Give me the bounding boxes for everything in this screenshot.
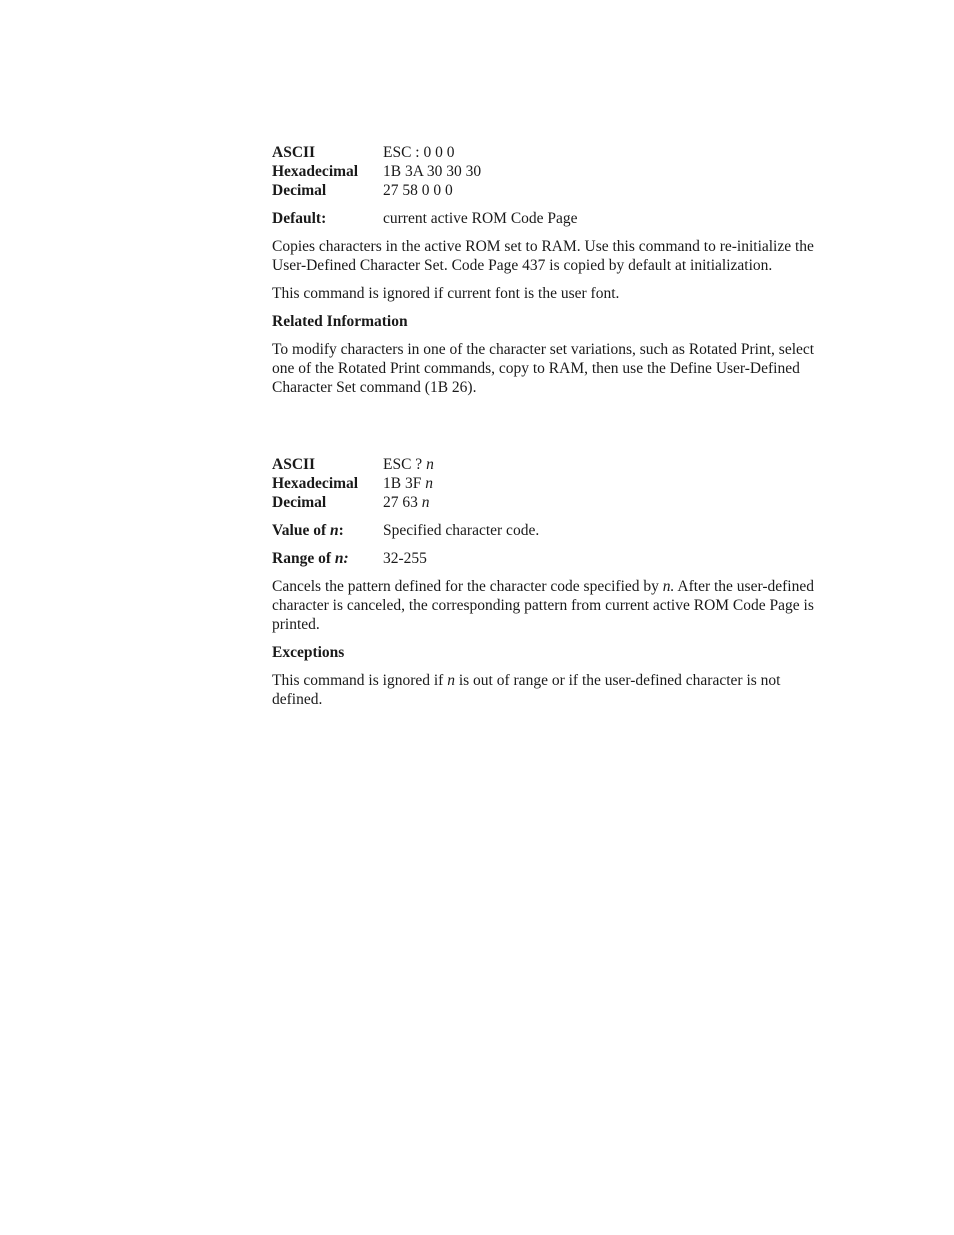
default-row (272, 209, 882, 228)
code-row-hexadecimal: Hexadecimal 1B 3F n (272, 475, 433, 492)
exceptions-heading: Exceptions (272, 644, 345, 661)
code-row-decimal: Decimal 27 63 n (272, 494, 430, 511)
code-row-ascii: ASCII ESC : 0 0 0 (272, 144, 455, 161)
code-row-ascii: ASCII ESC ? n (272, 456, 434, 473)
value-of-n-text: Specified character code. (383, 522, 540, 539)
default-value: current active ROM Code Page (383, 210, 578, 227)
value-of-n-row (272, 521, 882, 540)
range-of-n-text: 32-255 (383, 550, 427, 567)
range-of-n-label: Range of n: (272, 550, 349, 567)
section2-code-table (272, 455, 882, 512)
section1-description: Copies characters in the active ROM set to RAM. Use this command to re-initialize the User-Defined Character Set. Code Page 437 is copied by default at initialization. (272, 238, 814, 274)
section1-ignored-note: This command is ignored if current font is the user font. (272, 285, 620, 302)
section2-description: Cancels the pattern defined for the character code specified by n. After the user-defined character is canceled, the corresponding pattern from current active ROM Code Page is printed. (272, 578, 814, 633)
default-label: Default: (272, 210, 327, 227)
exceptions-text: This command is ignored if n is out of range or if the user-defined character is not defined. (272, 672, 781, 708)
code-row-decimal: Decimal 27 58 0 0 0 (272, 182, 453, 199)
related-information-heading: Related Information (272, 313, 408, 330)
related-information-text: To modify characters in one of the character set variations, such as Rotated Print, select one of the Rotated Print commands, copy to RAM, then use the Define User-Defined Character Set command (1B 26). (272, 341, 815, 396)
section1-code-table (272, 143, 882, 200)
code-row-hexadecimal: Hexadecimal 1B 3A 30 30 30 (272, 163, 482, 180)
value-of-n-label: Value of n: (272, 522, 344, 539)
range-of-n-row (272, 549, 882, 568)
